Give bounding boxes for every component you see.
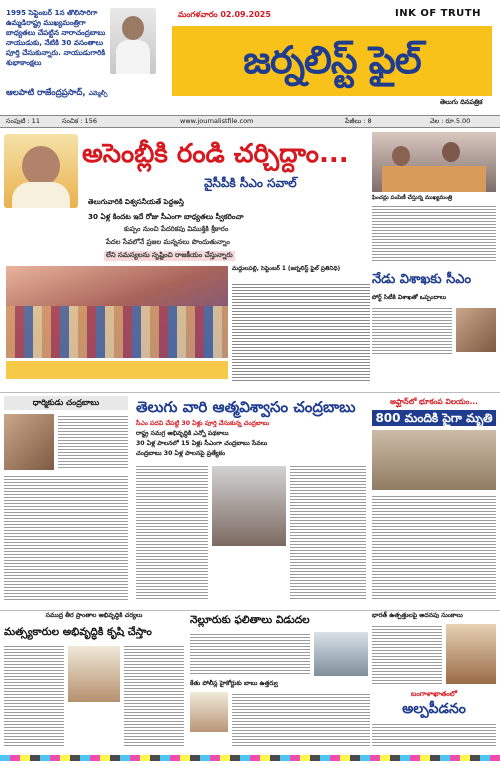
lead-portrait xyxy=(4,134,78,208)
story7-body xyxy=(372,722,496,748)
right-inset-photo xyxy=(456,308,496,352)
advert-text: 1995 సెప్టెంబర్ 1న తొలిసారిగా ఉమ్మడిరాష్ట్ర ముఖ్యమంత్రిగా బాధ్యతలు చేపట్టిన నారాచంద్రబాబు నాయుడుకు, నేటికి 30 వసంతాలు పూర్తి చేసుకున్నారు. నాయుడుగారికి శుభాకాంక్షలు xyxy=(6,8,106,67)
advert-role: ఎమ్మెల్సీ xyxy=(88,90,108,97)
right-sub: పోర్ట్ సిటీకి విశాఖతో ఒప్పందాలు xyxy=(372,294,447,301)
lead-byline: మద్దులపల్లి, సెప్టెంబర్ 1 (జర్నలిస్ట్ ఫైల్ ప్రతినిధి) xyxy=(232,266,341,272)
story6-body xyxy=(372,624,442,684)
story7-kicker: బంగాళాఖాతంలో xyxy=(410,690,458,698)
story2-sub1: సీఎం పదవి చేపట్టి 30 ఏళ్లు పూర్తి చేసుకున్న చంద్రబాబు xyxy=(136,420,270,427)
story5-photo xyxy=(314,632,368,676)
col-dharmadas-title: ధార్మికుడు చంద్రబాబు xyxy=(4,396,128,410)
advert-name-line xyxy=(6,88,156,100)
story6-head: భారత్ ఉత్పత్తులపై అదనపు సుంకాలు xyxy=(372,612,463,619)
lead-subhead: వైసీపీకి సీఎం సవాల్ xyxy=(204,176,297,190)
lead-headline: అసెంబ్లీకి రండి చర్చిద్దాం... xyxy=(82,139,349,169)
story2-sub3: 30 ఏళ్ల పాలనలో 15 ఏళ్లు సీఎంగా చంద్రబాబు సేవలు xyxy=(136,440,268,447)
advert-name: ఆలపాటి రాజేంద్రప్రసాద్, xyxy=(6,88,86,98)
story2-body-left xyxy=(136,464,208,600)
lead-crowd-photo xyxy=(6,266,228,358)
story2-headline: తెలుగు వారి ఆత్మవిశ్వాసం చంద్రబాబు xyxy=(136,398,356,416)
story2-sub2: రాష్ట్ర సమగ్ర అభివృద్ధికి ఎన్నో పథకాలు xyxy=(136,430,229,437)
story4-body-right xyxy=(124,644,184,748)
col-dharmadas-photo xyxy=(4,414,54,470)
advert-photo xyxy=(110,8,156,74)
issue-number: సంచిక : 156 xyxy=(62,117,97,125)
masthead-logo xyxy=(172,26,492,96)
lead-deck-2: కుప్పం నుంచి పేదరికపు విముక్తికి శ్రీకారం xyxy=(124,225,229,233)
story4-headline: మత్స్యకారుల అభివృద్ధికి కృషి చేస్తాం xyxy=(4,626,152,638)
lead-deck-4: లేని సమస్యలను సృష్టించి రాజకీయం చేస్తున్నారు xyxy=(106,251,233,259)
issue-website[interactable]: www.journalistfile.com xyxy=(180,117,254,125)
print-color-bar xyxy=(0,755,500,761)
story3-body xyxy=(372,494,496,600)
story3-banner: అఫ్ఘాన్‌లో భూకంప విలయం... xyxy=(389,397,479,406)
story5-headline: నెల్లూరుకు ఫలితాలు విడుదల xyxy=(190,614,310,626)
issue-pages: పేజీలు : 8 xyxy=(345,117,372,125)
story6 xyxy=(372,612,496,752)
issue-volume: సంపుటి : 11 xyxy=(6,117,40,125)
rule-row3 xyxy=(0,610,500,611)
story5-body xyxy=(190,632,310,674)
right-caption: ఫించన్లు పంపిణీ చేస్తున్న ముఖ్యమంత్రి xyxy=(372,195,453,201)
right-column xyxy=(372,132,496,390)
masthead-date: మంగళవారం 02.09.2025 xyxy=(178,10,271,19)
lead-deck-3: పేదల సేవలోనే ప్రజల మన్ననలు పొందుతున్నాం xyxy=(106,238,230,246)
story3-photo xyxy=(372,430,496,490)
story4-kicker: సముద్ర తీర ప్రాంతాల అభివృద్ధికి చర్యలు xyxy=(45,612,143,619)
lead-inset-caption xyxy=(6,361,228,379)
col-dharmadas-body-2 xyxy=(4,474,128,600)
story3-headline: 800 మందికి పైగా మృతి xyxy=(372,410,496,426)
story2-photo xyxy=(212,466,286,546)
story4-body-left xyxy=(4,644,64,748)
story5-photo-2 xyxy=(190,692,228,732)
right-head: నేడు విశాఖకు సీఎం xyxy=(372,272,472,287)
masthead-tagline: INK OF TRUTH xyxy=(395,8,481,19)
story5 xyxy=(190,612,370,752)
story3 xyxy=(372,396,496,606)
story2 xyxy=(132,396,368,606)
right-body xyxy=(372,204,496,262)
right-body-2 xyxy=(372,306,496,356)
right-photo xyxy=(372,132,496,192)
story7-headline: అల్పపీడనం xyxy=(402,701,466,717)
advert-box xyxy=(6,8,156,102)
lead-deck-1: 30 ఏళ్ల కిందట ఇదే రోజు సీఎంగా బాధ్యతలు స్వీకరించా xyxy=(88,212,244,221)
masthead-title: జర్నలిస్ట్ ఫైల్ xyxy=(243,38,421,82)
lead-kicker: తెలుగువారికి విశ్వసనీయతే పెద్దఅస్తి xyxy=(88,198,184,206)
story4 xyxy=(4,612,184,752)
story5-sub: కేతు పోలీస్ల హైకోర్టుకు బాబు ఉత్తర్వు xyxy=(190,680,278,687)
rule-row2 xyxy=(0,392,500,393)
col-dharmadas xyxy=(4,396,128,606)
lead-body xyxy=(232,282,370,382)
story2-sub4: చంద్రబాబు 30 ఏళ్ల పాలనపై ప్రత్యేకం xyxy=(136,450,226,457)
story6-photo xyxy=(446,624,496,684)
issue-bar xyxy=(0,115,500,128)
story2-body-right xyxy=(290,464,366,600)
masthead-subtitle: తెలుగు దినపత్రిక xyxy=(440,98,483,106)
issue-price: వెల : రూ.5.00 xyxy=(430,117,471,125)
col-dharmadas-body xyxy=(58,414,128,470)
story4-photo xyxy=(68,646,120,702)
lead-story xyxy=(4,132,370,390)
story5-body-2 xyxy=(232,692,370,748)
